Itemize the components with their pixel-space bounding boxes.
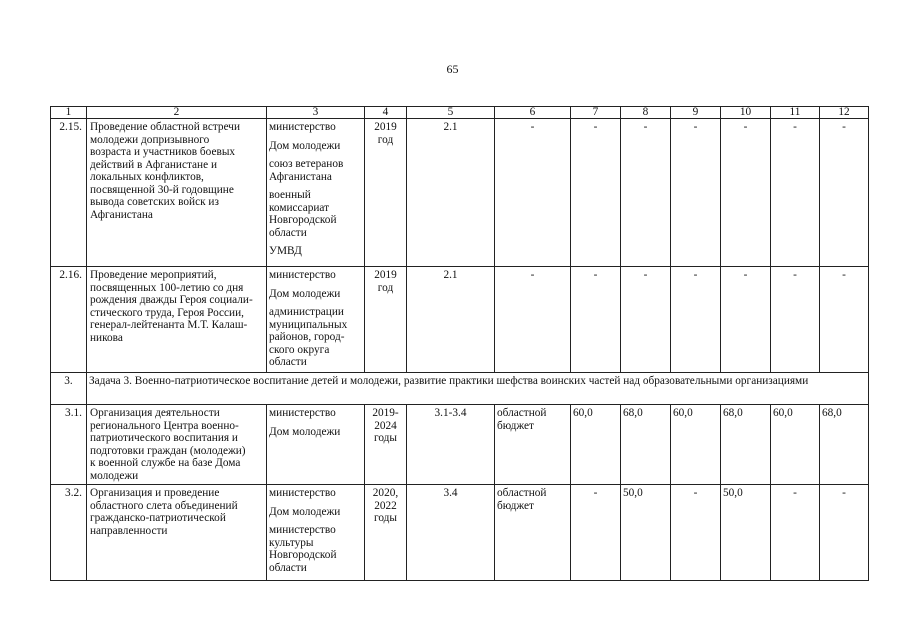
section-row	[51, 373, 869, 405]
event-name-line: посвященной 30-й годовщине	[90, 183, 234, 196]
table-row	[51, 119, 869, 267]
executors	[267, 485, 365, 581]
value-cell: -	[820, 267, 869, 373]
header-cell: 1	[51, 107, 87, 119]
years	[365, 485, 407, 581]
executor	[269, 189, 362, 239]
value-cell: -	[571, 119, 621, 267]
value-cell: -	[571, 485, 621, 581]
page-number: 65	[446, 62, 459, 76]
years	[365, 119, 407, 267]
executor	[269, 487, 362, 500]
executor-line: Дом молодежи	[269, 139, 341, 152]
funding-source	[495, 405, 571, 485]
years-line: 2024	[374, 419, 397, 432]
executor-line: Новгородской	[269, 214, 337, 226]
event-name-line: молодежи	[90, 469, 139, 482]
executor-line: комиссариат	[269, 201, 330, 214]
value-cell: 68,0	[721, 405, 771, 485]
value-cell: -	[820, 119, 869, 267]
event-name-line: генерал-лейтенанта М.Т. Калаш-	[90, 319, 248, 331]
executor	[269, 524, 362, 574]
event-name-line: Проведение мероприятий,	[90, 269, 217, 281]
event-name-line: молодежи допризывного	[90, 133, 210, 146]
target-indicator: 3.4	[407, 485, 495, 581]
event-name-line: к военной службе на базе Дома	[90, 457, 241, 469]
executor-line: Афганистана	[269, 170, 332, 183]
executor	[269, 121, 362, 134]
event-name-line: возраста и участников боевых	[90, 146, 236, 158]
executor-line: министерство	[269, 121, 336, 133]
executor-line: администрации	[269, 306, 344, 318]
value-cell: -	[721, 267, 771, 373]
value-cell: -	[621, 267, 671, 373]
executor	[269, 158, 362, 183]
executor	[269, 245, 362, 258]
years-line: 2019	[374, 121, 397, 133]
years	[365, 405, 407, 485]
event-name-line: направленности	[90, 524, 168, 537]
years-line: 2019-	[372, 407, 399, 419]
value-cell: -	[820, 485, 869, 581]
funding-source: -	[495, 267, 571, 373]
value-cell: 50,0	[621, 485, 671, 581]
years-line: 2020,	[372, 487, 399, 499]
event-name-line: Проведение областной встречи	[90, 121, 241, 133]
value-cell: -	[671, 267, 721, 373]
plan-table	[50, 106, 869, 581]
executor-line: военный	[269, 189, 311, 201]
section-number: 3.	[51, 373, 87, 405]
table-row	[51, 405, 869, 485]
header-cell: 10	[721, 107, 771, 119]
header-cell: 12	[820, 107, 869, 119]
value-cell: 60,0	[671, 405, 721, 485]
header-cell: 6	[495, 107, 571, 119]
event-name-line: рождения дважды Героя социали-	[90, 294, 253, 306]
target-indicator: 2.1	[407, 267, 495, 373]
header-cell: 4	[365, 107, 407, 119]
event-name-line: стического труда, Героя России,	[90, 306, 244, 319]
executor-line: министерство	[269, 524, 336, 536]
event-name-line: Организация и проведение	[90, 487, 220, 499]
years-line: 2022	[374, 499, 397, 512]
executors	[267, 267, 365, 373]
funding-source-line: областной	[497, 487, 547, 499]
years-line: год	[377, 281, 394, 294]
executor-line: области	[269, 226, 307, 239]
row-number: 3.2.	[51, 485, 87, 581]
executor-line: Новгородской	[269, 549, 337, 561]
executor-line: Дом молодежи	[269, 287, 341, 300]
row-number: 2.16.	[51, 267, 87, 373]
years-line: 2019	[374, 269, 397, 281]
value-cell: 60,0	[571, 405, 621, 485]
event-name-line: патриотического воспитания и	[90, 432, 238, 444]
header-cell: 9	[671, 107, 721, 119]
value-cell: -	[771, 119, 820, 267]
event-name-line: областного слета объединений	[90, 499, 238, 512]
value-cell: -	[771, 485, 820, 581]
event-name-line: посвященных 100-летию со дня	[90, 281, 244, 294]
executor	[269, 506, 362, 519]
header-row	[51, 107, 869, 119]
value-cell: 68,0	[820, 405, 869, 485]
event-name-line: подготовки граждан (молодежи)	[90, 444, 246, 457]
header-cell: 3	[267, 107, 365, 119]
executor-line: области	[269, 561, 307, 574]
executor-line: УМВД	[269, 245, 302, 257]
funding-source-line: областной	[497, 407, 547, 419]
executor-line: министерство	[269, 269, 336, 281]
years-line: годы	[373, 432, 397, 444]
header-cell: 2	[87, 107, 267, 119]
value-cell: -	[621, 119, 671, 267]
table-row	[51, 485, 869, 581]
section-title: Задача 3. Военно-патриотическое воспитание детей и молодежи, развитие практики шефства воинских частей над образовательными организациями	[87, 373, 869, 405]
years-line: год	[377, 133, 394, 146]
value-cell: -	[571, 267, 621, 373]
executors	[267, 119, 365, 267]
executor	[269, 306, 362, 369]
executor	[269, 426, 362, 439]
executor-line: министерство	[269, 407, 336, 419]
executor	[269, 269, 362, 282]
executor-line: министерство	[269, 487, 336, 499]
executor	[269, 140, 362, 153]
executor-line: области	[269, 356, 307, 368]
funding-source-line: бюджет	[497, 499, 534, 512]
event-name	[87, 485, 267, 581]
executor-line: Дом молодежи	[269, 425, 341, 438]
value-cell: -	[671, 485, 721, 581]
header-cell: 8	[621, 107, 671, 119]
value-cell: 68,0	[621, 405, 671, 485]
value-cell: -	[771, 267, 820, 373]
event-name	[87, 267, 267, 373]
table-row	[51, 267, 869, 373]
value-cell: -	[671, 119, 721, 267]
executors	[267, 405, 365, 485]
event-name-line: Организация деятельности	[90, 407, 220, 419]
event-name-line: действий в Афганистане и	[90, 158, 217, 171]
executor-line: культуры	[269, 536, 314, 549]
target-indicator: 2.1	[407, 119, 495, 267]
event-name-line: вывода советских войск из	[90, 196, 219, 208]
executor	[269, 288, 362, 301]
value-cell: 60,0	[771, 405, 820, 485]
target-indicator: 3.1-3.4	[407, 405, 495, 485]
value-cell: 50,0	[721, 485, 771, 581]
years	[365, 267, 407, 373]
executor-line: муниципальных	[269, 318, 348, 331]
funding-source	[495, 485, 571, 581]
executor-line: союз ветеранов	[269, 158, 344, 170]
event-name-line: никова	[90, 331, 123, 344]
event-name-line: локальных конфликтов,	[90, 171, 204, 183]
header-cell: 11	[771, 107, 820, 119]
executor	[269, 407, 362, 420]
event-name-line: регионального Центра военно-	[90, 419, 239, 432]
row-number: 3.1.	[51, 405, 87, 485]
value-cell: -	[721, 119, 771, 267]
event-name-line: Афганистана	[90, 208, 153, 221]
executor-line: ского округа	[269, 343, 330, 356]
funding-source-line: бюджет	[497, 419, 534, 432]
header-cell: 5	[407, 107, 495, 119]
event-name	[87, 119, 267, 267]
header-cell: 7	[571, 107, 621, 119]
row-number: 2.15.	[51, 119, 87, 267]
funding-source: -	[495, 119, 571, 267]
executor-line: Дом молодежи	[269, 505, 341, 518]
event-name	[87, 405, 267, 485]
event-name-line: гражданско-патриотической	[90, 512, 226, 524]
years-line: годы	[373, 512, 397, 524]
executor-line: районов, город-	[269, 331, 345, 343]
